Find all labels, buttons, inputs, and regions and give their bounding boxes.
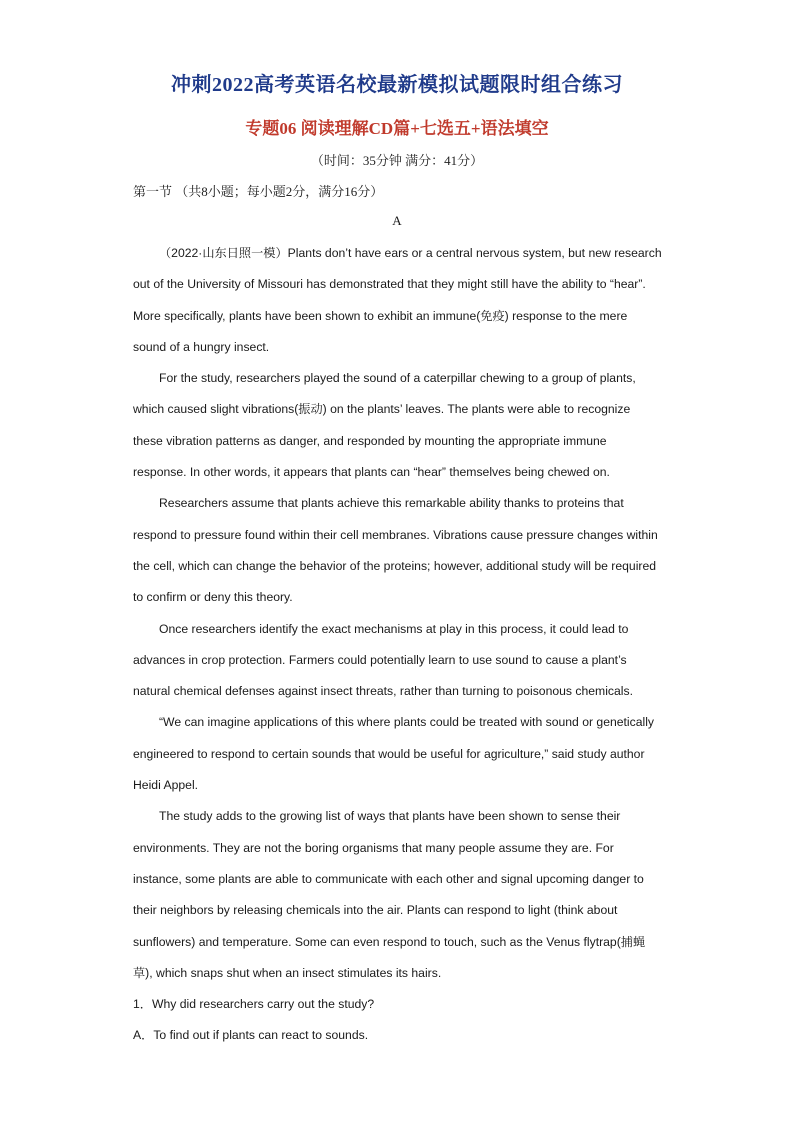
paragraph-1: （2022·山东日照一模）Plants don’t have ears or a central nervous system, but new research out of the University of Missouri has demonstrated that they might still have the ability to “hear”. More specifically, plants have been shown to exhibit an immune(免疫) response to the mere sound of a hungry insect. — [133, 246, 662, 354]
paragraph-2: For the study, researchers played the sound of a caterpillar chewing to a group of plants, which caused slight vibrations(振动) on the plants’ leaves. The plants were able to recognize these vibration patterns as danger, and responded by mounting the appropriate immune response. In other words, it appears that plants can “hear” themselves being chewed on. — [133, 371, 636, 480]
paragraph-5: “We can imagine applications of this where plants could be treated with sound or genetically engineered to respond to certain sounds that would be useful for agriculture,” said study author Heidi Appel. — [133, 715, 655, 793]
paragraph-6: The study adds to the growing list of ways that plants have been shown to sense their environments. They are not the boring organisms that many people assume they are. For instance, some plants are able to communicate with each other and signal upcoming danger to their neighbors by releasing chemicals into the air. Plants can respond to light (think about sunflowers) and temperature. Some can even respond to touch, such as the Venus flytrap(捕蝇草), which snaps shut when an insect stimulates its hairs. — [133, 809, 646, 980]
paragraph-4: Once researchers identify the exact mechanisms at play in this process, it could lead to advances in crop protection. Farmers could potentially learn to use sound to cause a plant’s natural chemical defenses against insect threats, rather than turning to poisonous chemicals. — [133, 621, 633, 699]
paragraph-3: Researchers assume that plants achieve this remarkable ability thanks to proteins that respond to pressure found within their cell membranes. Vibrations cause pressure changes within the cell, which can change the behavior of the proteins; however, additional study will be required to confirm or deny this theory. — [133, 496, 658, 605]
timing-info: （时间：35分钟 满分：41分） — [310, 153, 484, 168]
passage-body — [133, 238, 663, 1052]
section-heading: 第一节 （共8小题；每小题2分，满分16分） — [133, 184, 384, 199]
document-subtitle: 专题06 阅读理解CD篇+七选五+语法填空 — [245, 119, 549, 138]
answer-option-a: A．To find out if plants can react to sounds. — [133, 1028, 369, 1043]
question-stem: 1．Why did researchers carry out the study? — [133, 997, 375, 1012]
passage-letter: A — [392, 213, 402, 228]
document-title: 冲刺2022高考英语名校最新模拟试题限时组合练习 — [171, 74, 623, 96]
